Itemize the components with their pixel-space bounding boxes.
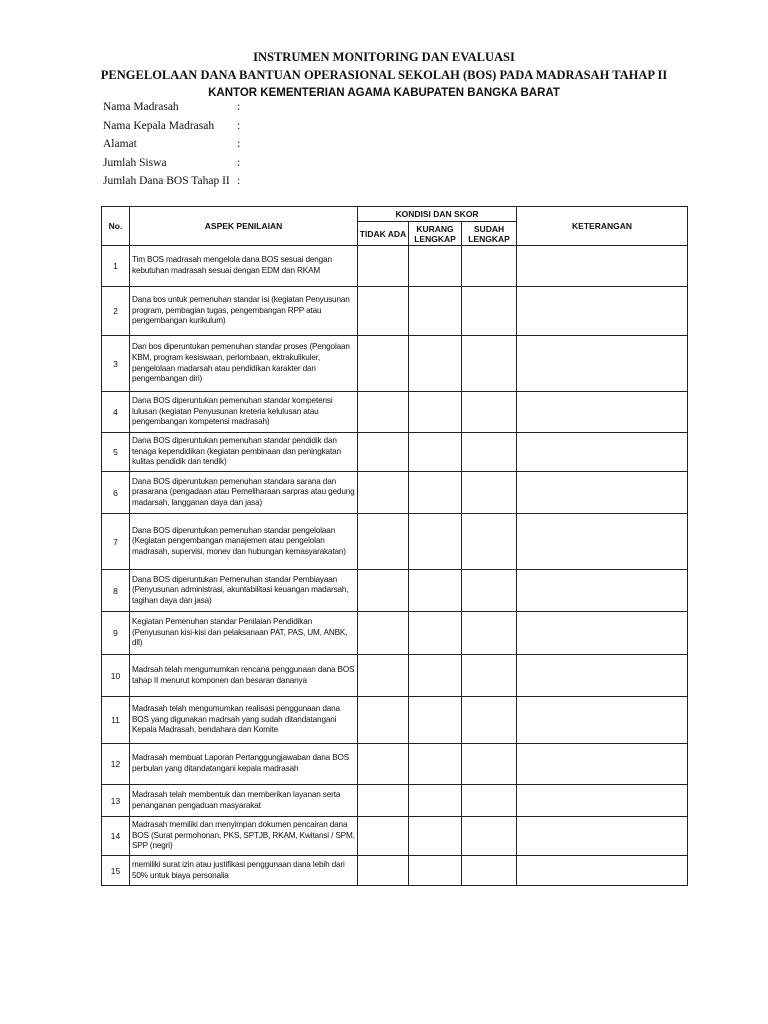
- row-number: 13: [102, 785, 130, 817]
- row-number: 1: [102, 246, 130, 287]
- cell-sudah-lengkap[interactable]: [462, 612, 517, 655]
- cell-keterangan[interactable]: [517, 744, 688, 785]
- cell-sudah-lengkap[interactable]: [462, 655, 517, 697]
- cell-tidak-ada[interactable]: [358, 697, 409, 744]
- cell-tidak-ada[interactable]: [358, 287, 409, 336]
- cell-tidak-ada[interactable]: [358, 570, 409, 612]
- cell-keterangan[interactable]: [517, 856, 688, 886]
- cell-kurang-lengkap[interactable]: [409, 514, 462, 570]
- cell-kurang-lengkap[interactable]: [409, 433, 462, 472]
- row-aspect: Dana bos untuk pemenuhan standar isi (kegiatan Penyusunan program, pembagian tugas, pengembangan RPP atau pengembangan kurikulum): [130, 287, 358, 336]
- cell-kurang-lengkap[interactable]: [409, 856, 462, 886]
- cell-keterangan[interactable]: [517, 287, 688, 336]
- row-number: 14: [102, 817, 130, 856]
- cell-kurang-lengkap[interactable]: [409, 744, 462, 785]
- row-number: 2: [102, 287, 130, 336]
- table-row: [102, 612, 688, 655]
- row-aspect: Madrasah telah membentuk dan memberikan layanan serta penanganan pengaduan masyarakat: [130, 785, 358, 817]
- cell-kurang-lengkap[interactable]: [409, 570, 462, 612]
- cell-kurang-lengkap[interactable]: [409, 287, 462, 336]
- table-row: [102, 817, 688, 856]
- cell-keterangan[interactable]: [517, 336, 688, 392]
- cell-keterangan[interactable]: [517, 246, 688, 287]
- field-nama-kepala-madrasah[interactable]: [103, 117, 247, 136]
- field-jumlah-dana-bos[interactable]: [103, 172, 247, 191]
- row-number: 9: [102, 612, 130, 655]
- field-colon: :: [237, 156, 241, 169]
- row-aspect: memiliki surat izin atau justifikasi penggunaan dana lebih dari 50% untuk biaya personalia: [130, 856, 358, 886]
- cell-keterangan[interactable]: [517, 392, 688, 433]
- cell-tidak-ada[interactable]: [358, 856, 409, 886]
- table-row: [102, 246, 688, 287]
- row-aspect: Madrasah telah mengumumkan realisasi penggunaan dana BOS yang digunakan madrsah yang sudah ditandatangani Kepala Madrasah, bendahara dan Komite: [130, 697, 358, 744]
- cell-kurang-lengkap[interactable]: [409, 785, 462, 817]
- cell-keterangan[interactable]: [517, 697, 688, 744]
- title-line-3: KANTOR KEMENTERIAN AGAMA KABUPATEN BANGKA BARAT: [208, 87, 560, 99]
- row-number: 3: [102, 336, 130, 392]
- table-row: [102, 785, 688, 817]
- cell-tidak-ada[interactable]: [358, 817, 409, 856]
- row-number: 12: [102, 744, 130, 785]
- field-label: Nama Kepala Madrasah: [103, 119, 215, 132]
- header-sudah-lengkap: SUDAH LENGKAP: [462, 222, 517, 246]
- table-row: [102, 744, 688, 785]
- cell-sudah-lengkap[interactable]: [462, 287, 517, 336]
- cell-tidak-ada[interactable]: [358, 392, 409, 433]
- row-aspect: Dana BOS diperuntukan Pemenuhan standar Pembiayaan (Penyusunan administrasi, akuntabilitasi keuangan madarsah, tagihan daya dan jasa): [130, 570, 358, 612]
- field-label: Jumlah Siswa: [103, 156, 167, 169]
- cell-kurang-lengkap[interactable]: [409, 655, 462, 697]
- field-colon: :: [237, 175, 241, 188]
- row-number: 6: [102, 472, 130, 514]
- row-aspect: Dana BOS diperuntukan pemenuhan standar pendidik dan tenaga kependidikan (kegiatan pembinaan dan peningkatan kulitas pendidik dan tendik): [130, 433, 358, 472]
- table-row: [102, 433, 688, 472]
- title-line-2: PENGELOLAAN DANA BANTUAN OPERASIONAL SEKOLAH (BOS) PADA MADRASAH TAHAP II: [100, 68, 668, 82]
- table-row: [102, 336, 688, 392]
- table-row: [102, 655, 688, 697]
- table-row: [102, 856, 688, 886]
- cell-kurang-lengkap[interactable]: [409, 612, 462, 655]
- cell-keterangan[interactable]: [517, 655, 688, 697]
- cell-keterangan[interactable]: [517, 612, 688, 655]
- table-row: [102, 392, 688, 433]
- row-aspect: Madrasah membuat Laporan Pertanggungjawaban dana BOS perbulan yang ditandatangani kepala madrasah: [130, 744, 358, 785]
- cell-keterangan[interactable]: [517, 817, 688, 856]
- row-aspect: Kegiatan Pemenuhan standar Penilaian Pendidikan (Penyusunan kisi-kisi dan pelaksanaan PAT, PAS, UM, ANBK, dll): [130, 612, 358, 655]
- cell-kurang-lengkap[interactable]: [409, 472, 462, 514]
- cell-tidak-ada[interactable]: [358, 744, 409, 785]
- row-aspect: Madrsah telah mengumumkan rencana penggunaan dana BOS tahap II menurut komponen dan besaran dananya: [130, 655, 358, 697]
- table-row: [102, 697, 688, 744]
- cell-kurang-lengkap[interactable]: [409, 392, 462, 433]
- cell-keterangan[interactable]: [517, 570, 688, 612]
- field-colon: :: [237, 119, 241, 132]
- row-number: 4: [102, 392, 130, 433]
- header-kondisi-dan-skor: KONDISI DAN SKOR: [358, 207, 517, 222]
- header-aspek-penilaian: ASPEK PENILAIAN: [130, 207, 358, 246]
- cell-tidak-ada[interactable]: [358, 655, 409, 697]
- cell-kurang-lengkap[interactable]: [409, 336, 462, 392]
- document-header: [0, 48, 768, 102]
- field-jumlah-siswa[interactable]: [103, 154, 247, 173]
- cell-tidak-ada[interactable]: [358, 246, 409, 287]
- cell-tidak-ada[interactable]: [358, 336, 409, 392]
- table-row: [102, 472, 688, 514]
- row-aspect: Dana BOS diperuntukan pemenuhan standara sarana dan prasarana (pengadaan atau Pemeliharaan sarpras atau gedung madarsah, langganan daya dan jasa): [130, 472, 358, 514]
- row-number: 8: [102, 570, 130, 612]
- field-label: Nama Madrasah: [103, 101, 179, 113]
- cell-kurang-lengkap[interactable]: [409, 697, 462, 744]
- header-keterangan: KETERANGAN: [517, 207, 688, 246]
- row-number: 10: [102, 655, 130, 697]
- cell-kurang-lengkap[interactable]: [409, 246, 462, 287]
- table-row: [102, 287, 688, 336]
- cell-sudah-lengkap[interactable]: [462, 514, 517, 570]
- cell-sudah-lengkap[interactable]: [462, 570, 517, 612]
- identity-fields: [103, 98, 247, 191]
- row-aspect: Dana BOS diperuntukan pemenuhan standar pengelolaan (Kegiatan pengembangan manajemen atau pengelolan madrasah, supervisi, monev dan hubungan kemasyarakatan): [130, 514, 358, 570]
- field-alamat[interactable]: [103, 135, 247, 154]
- header-tidak-ada: TIDAK ADA: [358, 222, 409, 246]
- field-colon: :: [237, 101, 241, 113]
- cell-sudah-lengkap[interactable]: [462, 744, 517, 785]
- field-label: Jumlah Dana BOS Tahap II: [103, 175, 230, 188]
- cell-kurang-lengkap[interactable]: [409, 817, 462, 856]
- cell-keterangan[interactable]: [517, 433, 688, 472]
- header-no: No.: [102, 207, 130, 246]
- row-number: 5: [102, 433, 130, 472]
- cell-keterangan[interactable]: [517, 472, 688, 514]
- field-nama-madrasah[interactable]: [103, 98, 247, 117]
- cell-tidak-ada[interactable]: [358, 785, 409, 817]
- cell-sudah-lengkap[interactable]: [462, 817, 517, 856]
- row-aspect: Dana BOS diperuntukan pemenuhan standar kompetensi lulusan (kegiatan Penyusunan kreteria kelulusan atau pengembangan kompetensi madrasah): [130, 392, 358, 433]
- row-aspect: Madrasah memiliki dan menyimpan dokumen pencairan dana BOS (Surat permohonan, PKS, SPTJB, RKAM, Kwitansi / SPM, SPP (negri): [130, 817, 358, 856]
- field-colon: :: [237, 138, 241, 151]
- cell-sudah-lengkap[interactable]: [462, 856, 517, 886]
- cell-sudah-lengkap[interactable]: [462, 246, 517, 287]
- header-kurang-lengkap: KURANG LENGKAP: [409, 222, 462, 246]
- row-aspect: Dan bos diperuntukan pemenuhan standar proses (Pengolaan KBM, program kesiswaan, perlombaan, ektrakulikuler, pengelolaan madarsah atau pendidikan karakter dan pengembangan diri): [130, 336, 358, 392]
- row-number: 7: [102, 514, 130, 570]
- cell-sudah-lengkap[interactable]: [462, 472, 517, 514]
- row-number: 11: [102, 697, 130, 744]
- cell-tidak-ada[interactable]: [358, 612, 409, 655]
- table-row: [102, 514, 688, 570]
- field-label: Alamat: [103, 138, 137, 151]
- cell-sudah-lengkap[interactable]: [462, 785, 517, 817]
- cell-tidak-ada[interactable]: [358, 472, 409, 514]
- cell-sudah-lengkap[interactable]: [462, 392, 517, 433]
- title-line-1: INSTRUMEN MONITORING DAN EVALUASI: [253, 50, 515, 64]
- cell-keterangan[interactable]: [517, 514, 688, 570]
- cell-keterangan[interactable]: [517, 785, 688, 817]
- row-aspect: Tim BOS madrasah mengelola dana BOS sesuai dengan kebutuhan madrasah sesuai dengan EDM dan RKAM: [130, 246, 358, 287]
- cell-sudah-lengkap[interactable]: [462, 336, 517, 392]
- cell-tidak-ada[interactable]: [358, 514, 409, 570]
- table-row: [102, 570, 688, 612]
- cell-sudah-lengkap[interactable]: [462, 433, 517, 472]
- cell-tidak-ada[interactable]: [358, 433, 409, 472]
- cell-sudah-lengkap[interactable]: [462, 697, 517, 744]
- evaluation-table: [101, 206, 688, 886]
- row-number: 15: [102, 856, 130, 886]
